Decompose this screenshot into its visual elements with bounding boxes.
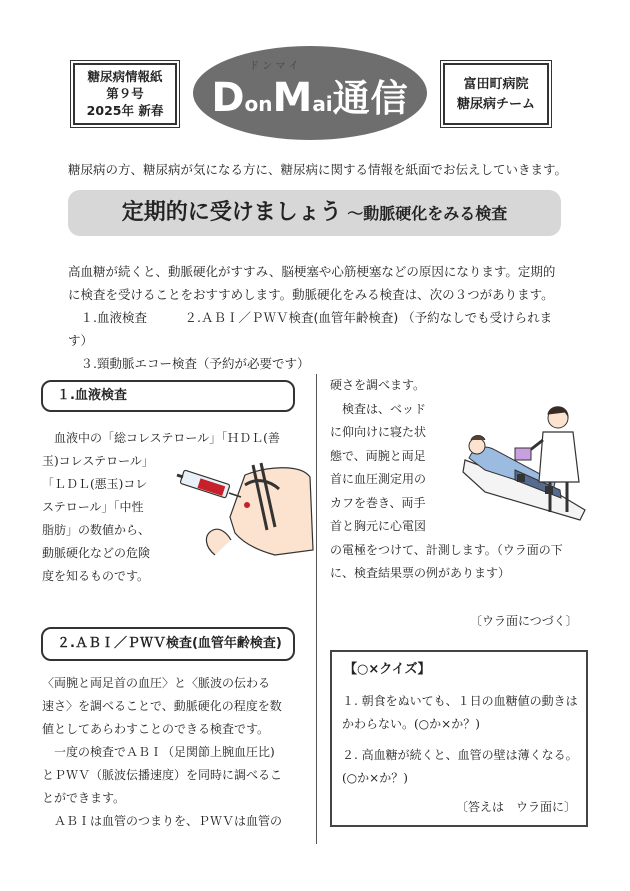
hospital-name: 富田町病院	[463, 77, 529, 92]
right-line: 首に血圧測定用の	[330, 472, 427, 486]
section1-line: 動脈硬化などの危険	[42, 546, 151, 560]
section1-line: ステロール」「中性	[42, 500, 144, 514]
logo-ruby: ド ン マ イ	[249, 61, 299, 72]
logo-on: on	[244, 92, 273, 116]
team-name: 糖尿病チーム	[456, 97, 535, 112]
section1-line: 玉)コレステロール」	[42, 454, 154, 468]
section1-title: １.血液検査	[41, 380, 295, 412]
donmai-logo	[193, 46, 427, 140]
issue-info-box	[73, 63, 177, 125]
right-line: に仰向けに寝た状	[330, 425, 427, 439]
right-line: 検査は、ベッド	[330, 401, 427, 416]
section1-line: 度を知るものです。	[42, 569, 150, 583]
quiz-item	[342, 744, 578, 790]
continue-note: 〔ウラ面につづく〕	[470, 614, 578, 628]
section2-body	[42, 672, 304, 833]
logo-d: D	[211, 75, 245, 121]
summary-line: 高血糖が続くと、動脈硬化がすすみ、脳梗塞や心筋梗塞などの原因になります。定期的	[68, 264, 556, 279]
issue-line: 2025年 新春	[86, 103, 164, 118]
quiz-box	[330, 650, 588, 827]
quiz-title: 【○×クイズ】	[344, 662, 431, 677]
quiz-item-number: １.	[342, 694, 358, 708]
logo-text	[193, 68, 427, 122]
section2-line: 一度の検査でＡＢＩ（足関節上腕血圧比)	[42, 745, 275, 759]
quiz-item	[342, 690, 578, 736]
logo-m: M	[272, 75, 313, 121]
summary-paragraph	[68, 260, 568, 375]
issue-line: 第９号	[106, 86, 144, 101]
summary-line: ３.頸動脈エコー検査（予約が必要です）	[68, 356, 310, 371]
abi-test-illustration	[455, 400, 590, 525]
right-line: 態で、両腕と両足	[330, 448, 426, 463]
quiz-item-number: ２.	[342, 748, 358, 762]
column-divider	[316, 374, 317, 844]
hospital-box	[443, 63, 549, 125]
summary-line: に検査を受けることをおすすめします。動脈硬化をみる検査は、次の３つがあります。	[68, 287, 554, 302]
section1-line: 脂肪」の数値から、	[42, 523, 151, 537]
summary-line: １.血液検査 ２.ＡＢＩ／ＰＷＶ検査(血管年齢検査) （予約なしでも受けられます）	[68, 310, 553, 348]
right-line: 首と胸元に心電図	[330, 519, 427, 533]
right-line: の電極をつけて、計測します。（ウラ面の下	[330, 542, 563, 557]
section2-line: 〈両腕と両足首の血圧〉と〈脈波の伝わる	[42, 676, 271, 690]
logo-ai: ai	[312, 92, 333, 116]
quiz-item-text: 高血糖が続くと、血管の壁は薄くなる。(○か×か？)	[342, 748, 578, 785]
section1-line: 「ＬＤＬ(悪玉)コレ	[42, 477, 148, 491]
quiz-item-text: 朝食をぬいても、１日の血糖値の動きはかわらない。(○か×か？)	[342, 694, 578, 731]
section2-line: とＰＷＶ（脈波伝播速度）を同時に調べるこ	[42, 768, 283, 782]
section1-line: 血液中の「総コレステロール」「ＨＤＬ(善	[42, 431, 280, 445]
headline-title: 定期的に受けましょう	[121, 200, 342, 225]
section2-title: ２.ＡＢＩ／ＰＷＶ検査(血管年齢検査)	[41, 627, 295, 661]
section2-line: 値としてあらわすことのできる検査です。	[42, 722, 270, 736]
headline-banner	[68, 190, 561, 236]
blood-test-illustration	[175, 455, 315, 565]
section2-line: ＡＢＩは血管のつまりを、ＰＷＶは血管の	[42, 814, 283, 828]
headline-subtitle: ～動脈硬化をみる検査	[347, 204, 508, 223]
right-line: に、検査結果票の例があります）	[330, 566, 511, 580]
section2-line: 速さ〉を調べることで、動脈硬化の程度を数	[42, 699, 282, 713]
issue-line: 糖尿病情報紙	[87, 69, 163, 84]
right-line: カフを巻き、両手	[330, 495, 426, 510]
intro-text: 糖尿病の方、糖尿病が気になる方に、糖尿病に関する情報を紙面でお伝えしていきます。	[68, 162, 568, 177]
section2-line: とができます。	[42, 791, 126, 805]
logo-tsushin: 通信	[332, 77, 409, 120]
quiz-answer-note: 〔答えは ウラ面に〕	[455, 800, 576, 814]
right-line: 硬さを調べます。	[330, 378, 426, 392]
